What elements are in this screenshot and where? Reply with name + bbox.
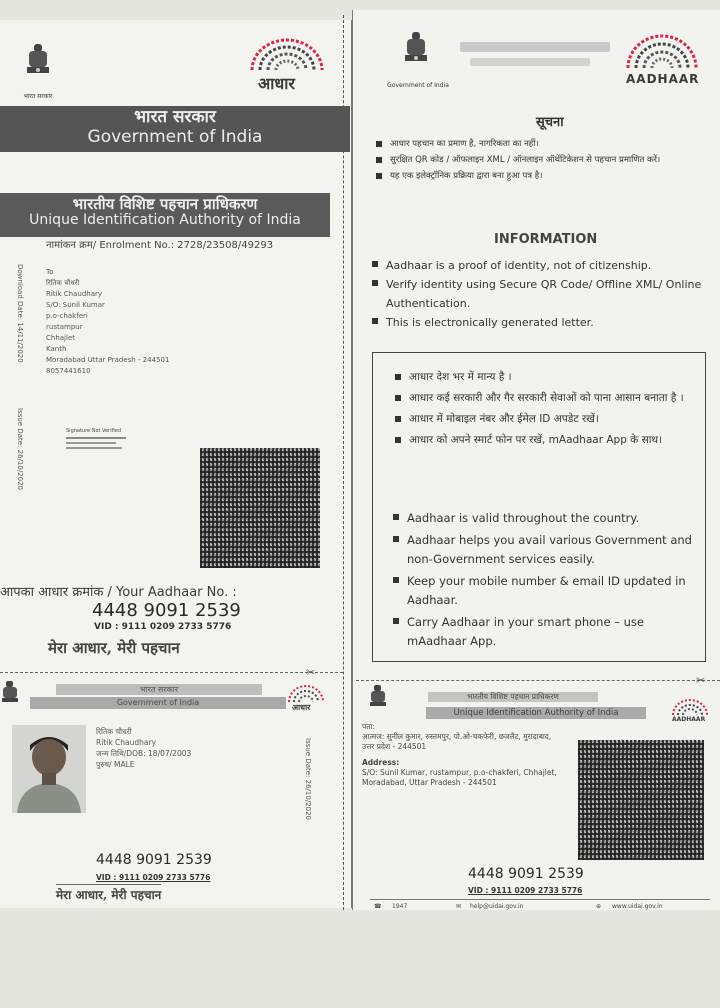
qr-code: [200, 448, 320, 568]
aadhaar-logo-text: आधार: [258, 74, 295, 93]
emblem-caption: Government of India: [387, 82, 449, 89]
address-label-english: Address:: [362, 758, 400, 767]
holder-gender: पुरुष/ MALE: [96, 760, 135, 769]
national-emblem-icon: [20, 42, 56, 92]
globe-icon: ⊕: [596, 903, 602, 910]
info-box: [372, 352, 706, 662]
card-uidai-english: Unique Identification Authority of India: [453, 708, 619, 718]
card-issue-date: Issue Date: 26/10/2020: [304, 738, 312, 820]
card-footer: [370, 899, 710, 913]
card-slogan: मेरा आधार, मेरी पहचान: [56, 884, 161, 903]
national-emblem-icon: [400, 30, 432, 74]
holder-photo: [12, 725, 86, 813]
info-box-item: Keep your mobile number & email ID updated in Aadhaar.: [393, 572, 699, 610]
email-icon: ✉: [456, 903, 462, 910]
cut-line-left: [0, 672, 343, 673]
issue-date: Issue Date: 26/10/2020: [16, 408, 24, 490]
card-govt-hindi: भारत सरकार: [139, 685, 179, 694]
info-box-english-list: [393, 509, 699, 651]
info-box-hindi-list: [395, 369, 695, 449]
card-vid-number: VID : 9111 0209 2733 5776: [468, 886, 583, 895]
address-line: To: [46, 268, 54, 276]
card-address-block: [362, 722, 562, 788]
suchna-item: सुरक्षित QR कोड / ऑफलाइन XML / ऑनलाइन ऑथेंटिकेशन से पहचान प्रमाणित करें।: [376, 152, 706, 168]
uidai-band: [0, 193, 330, 237]
download-date: Download Date: 14/11/2020: [16, 264, 24, 363]
address-line: Ritik Chaudhary: [46, 290, 103, 298]
address-line: रितिक चौधरी: [46, 279, 80, 287]
aadhaar-logo-text: AADHAAR: [626, 72, 700, 86]
holder-dob: जन्म तिथि/DOB: 18/07/2003: [96, 749, 192, 758]
aadhaar-logo-text: आधार: [292, 703, 311, 712]
aadhaar-number-label: आपका आधार क्रमांक / Your Aadhaar No. :: [0, 585, 237, 600]
phone-icon: ☎: [374, 903, 382, 910]
card-uidai-hindi: भारतीय विशिष्ट पहचान प्राधिकरण: [467, 692, 559, 701]
signature-line: [66, 437, 126, 439]
signature-line: [66, 442, 116, 444]
scissors-icon: ✂: [306, 666, 316, 679]
information-item: Verify identity using Secure QR Code/ Offline XML/ Online Authentication.: [372, 275, 718, 313]
suchna-item: यह एक इलेक्ट्रॉनिक प्रक्रिया द्वारा बना हुआ पत्र है।: [376, 168, 706, 184]
address-line: p.o-chakferi: [46, 312, 88, 320]
footer-website: www.uidai.gov.in: [612, 903, 663, 910]
suchna-title: सूचना: [536, 115, 564, 130]
govt-english: Government of India: [87, 126, 263, 147]
enrolment-number: नामांकन क्रम/ Enrolment No.: 2728/23508/49293: [46, 240, 274, 251]
card-vid-number: VID : 9111 0209 2733 5776: [96, 873, 211, 882]
blurred-bar: [470, 58, 590, 66]
address-line: S/O: Sunil Kumar: [46, 301, 105, 309]
signature-line: [66, 447, 122, 449]
footer-email: help@uidai.gov.in: [470, 903, 524, 910]
info-box-item: Aadhaar is valid throughout the country.: [393, 509, 699, 528]
footer-phone: 1947: [392, 903, 408, 910]
information-title: INFORMATION: [494, 232, 598, 247]
card-aadhaar-number: 4448 9091 2539: [468, 866, 584, 882]
holder-name-english: Ritik Chaudhary: [96, 738, 157, 747]
aadhaar-logo-icon: [246, 36, 328, 72]
card-qr-code: [578, 740, 704, 860]
signature-status: Signature Not Verified: [66, 428, 122, 434]
aadhaar-logo-icon: [286, 682, 326, 704]
address-line: 8057441610: [46, 367, 91, 375]
govt-band: [0, 106, 350, 152]
national-emblem-icon: [368, 684, 388, 714]
slogan: मेरा आधार, मेरी पहचान: [48, 639, 180, 657]
information-item: Aadhaar is a proof of identity, not of citizenship.: [372, 256, 718, 275]
address-line: Moradabad Uttar Pradesh - 244501: [46, 356, 170, 364]
address-line: Chhajlet: [46, 334, 75, 342]
card-uidai-band: [426, 707, 646, 719]
info-box-item: आधार में मोबाइल नंबर और ईमेल ID अपडेट रखें।: [395, 411, 695, 428]
address-label-hindi: पता:: [362, 722, 376, 731]
aadhaar-number: 4448 9091 2539: [92, 600, 241, 621]
suchna-list: [376, 136, 706, 184]
holder-name-hindi: रितिक चौधरी: [96, 727, 132, 736]
aadhaar-logo-icon: [670, 696, 710, 716]
info-box-item: आधार कई सरकारी और गैर सरकारी सेवाओं को पाना आसान बनाता है ।: [395, 390, 695, 407]
uidai-hindi: भारतीय विशिष्ट पहचान प्राधिकरण: [72, 195, 258, 213]
address-english: S/O: Sunil Kumar, rustampur, p.o-chakferi, Chhajlet, Moradabad, Uttar Pradesh - 244501: [362, 768, 557, 787]
suchna-item: आधार पहचान का प्रमाण है, नागरिकता का नहीं।: [376, 136, 706, 152]
aadhaar-logo-icon: [622, 30, 702, 70]
national-emblem-icon: [0, 680, 20, 708]
information-list: [372, 256, 718, 332]
recipient-address: [46, 267, 246, 377]
emblem-caption: भारत सरकार: [23, 93, 53, 100]
card-holder-details: [96, 726, 191, 770]
scissors-icon: ✂: [696, 674, 706, 687]
cut-line-right: [356, 680, 720, 681]
info-box-item: Carry Aadhaar in your smart phone – use mAadhaar App.: [393, 613, 699, 651]
card-govt-band: [30, 697, 286, 709]
aadhaar-logo-text: AADHAAR: [672, 716, 706, 723]
address-line: Kanth: [46, 345, 67, 353]
card-uidai-band: [428, 692, 598, 702]
address-line: rustampur: [46, 323, 83, 331]
govt-hindi: भारत सरकार: [134, 107, 216, 127]
blurred-bar: [460, 42, 610, 52]
signature-block: [66, 428, 136, 460]
info-box-item: Aadhaar helps you avail various Government and non-Government services easily.: [393, 531, 699, 569]
card-govt-english: Government of India: [116, 698, 200, 707]
info-box-item: आधार देश भर में मान्य है ।: [395, 369, 695, 386]
info-box-item: आधार को अपने स्मार्ट फोन पर रखें, mAadhaar App के साथ।: [395, 432, 695, 449]
vid-number: VID : 9111 0209 2733 5776: [94, 622, 232, 632]
card-govt-band: [56, 684, 262, 695]
card-aadhaar-number: 4448 9091 2539: [96, 852, 212, 868]
information-item: This is electronically generated letter.: [372, 313, 718, 332]
address-hindi: आत्मज: सुनील कुमार, रुस्तमपुर, पो.ओ-चकफेरी, छजलैट, मुरादाबाद, उत्तर प्रदेश - 244501: [362, 732, 552, 751]
uidai-english: Unique Identification Authority of India: [29, 211, 301, 228]
